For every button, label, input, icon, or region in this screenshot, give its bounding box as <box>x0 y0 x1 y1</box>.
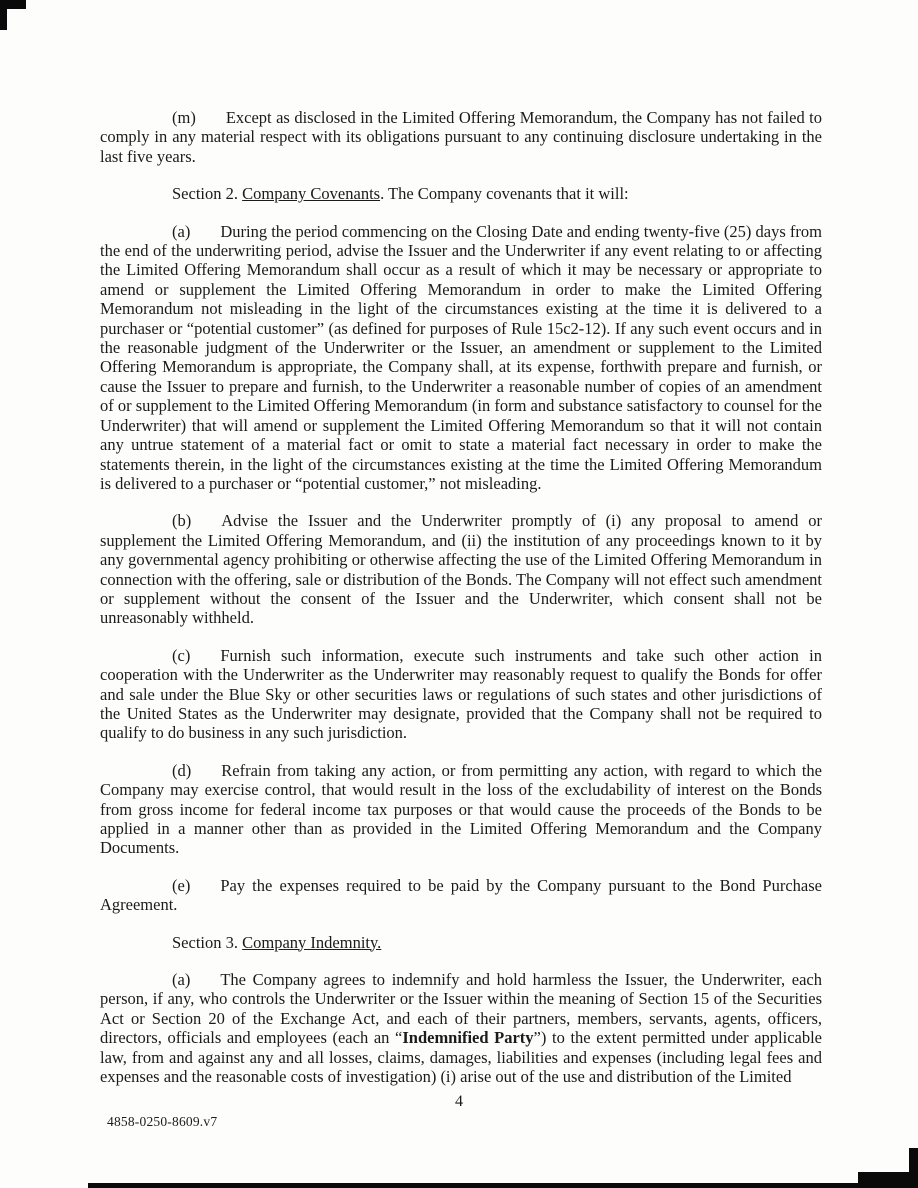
text-run: Section 3. <box>172 932 243 952</box>
text-run: ”) to the extent permitted under applicable law, from and against any and all losses, claims, damages, liabilities and expenses (including legal fees and expenses and the reasonable costs of investigation) (i) arise out of the use and distribution of the Limited <box>100 1028 822 1087</box>
text-run: Pay the expenses required to be paid by the Company pursuant to the Bond Purchase Agreement. <box>100 875 822 915</box>
paragraph-label: (e) <box>172 875 191 895</box>
document-body <box>100 108 822 1104</box>
text-run: During the period commencing on the Closing Date and ending twenty-five (25) days from the end of the underwriting period, advise the Issuer and the Underwriter if any event relating to or affecting the Limited Offering Memorandum shall occur as a result of which it may be necessary or appropriate to amend or supplement the Limited Offering Memorandum in order to make the Limited Offering Memorandum not misleading in the light of the circumstances existing at the time it is delivered to a purchaser or “potential customer” (as defined for purposes of Rule 15c2-12). If any such event occurs and in the reasonable judgment of the Underwriter or the Issuer, an amendment or supplement to the Limited Offering Memorandum is appropriate, the Company shall, at its expense, forthwith prepare and furnish, or cause the Issuer to prepare and furnish, to the Underwriter a reasonable number of copies of an amendment of or supplement to the Limited Offering Memorandum (in form and substance satisfactory to counsel for the Underwriter) that will amend or supplement the Limited Offering Memorandum so that it will not contain any untrue statement of a material fact or omit to state a material fact necessary in order to make the statements therein, in the light of the circumstances existing at the time the Limited Offering Memorandum is delivered to a purchaser or “potential customer,” not misleading. <box>100 221 822 493</box>
paragraph-label: (d) <box>172 760 192 780</box>
text-run: Furnish such information, execute such instruments and take such other action in cooperation with the Underwriter as the Underwriter may reasonably request to qualify the Bonds for offer and sale under the Blue Sky or other securities laws or regulations of such states and other jurisdictions of the United States as the Underwriter may designate, provided that the Company shall not be required to qualify to do business in any such jurisdiction. <box>100 645 822 743</box>
scan-artifact <box>0 0 7 30</box>
text-run: The Company agrees to indemnify and hold harmless the Issuer, the Underwriter, each person, if any, who controls the Underwriter or the Issuer within the meaning of Section 15 of the Securities Act or Section 20 of the Exchange Act, and each of their partners, members, servants, agents, officers, directors, officials and employees (each an “ <box>100 970 822 1048</box>
paragraph-2c <box>100 646 822 743</box>
scan-artifact <box>88 1183 918 1188</box>
paragraph-2e <box>100 876 822 915</box>
scan-artifact <box>909 1148 918 1188</box>
text-run: Indemnified Party <box>402 1028 534 1048</box>
text-run: Company Indemnity. <box>242 932 382 952</box>
document-control-number: 4858-0250-8609.v7 <box>107 1114 218 1129</box>
text-run: Company Covenants <box>242 184 381 204</box>
page-number: 4 <box>455 1093 463 1110</box>
text-run: . The Company covenants that it will: <box>380 184 629 204</box>
paragraph-label: (a) <box>172 221 191 241</box>
paragraph-2b <box>100 511 822 627</box>
text-run: Advise the Issuer and the Underwriter promptly of (i) any proposal to amend or supplement the Limited Offering Memorandum, and (ii) the institution of any proceedings known to it by any governmental agency prohibiting or otherwise affecting the use of the Limited Offering Memorandum in connection with the offering, sale or distribution of the Bonds. The Company will not effect such amendment or supplement without the consent of the Issuer and the Underwriter, which consent shall not be unreasonably withheld. <box>100 511 822 628</box>
text-run: Refrain from taking any action, or from permitting any action, with regard to which the Company may exercise control, that would result in the loss of the excludability of interest on the Bonds from gross income for federal income tax purposes or that would cause the proceeds of the Bonds to be applied in a manner other than as provided in the Limited Offering Memorandum and the Company Documents. <box>100 760 822 858</box>
paragraph-3a <box>100 970 822 1086</box>
paragraph-2a <box>100 222 822 494</box>
paragraph-m <box>100 108 822 166</box>
paragraph-label: (c) <box>172 645 191 665</box>
section-3-heading <box>100 933 822 952</box>
section-2-heading <box>100 184 822 203</box>
text-run: Section 2. <box>172 184 243 204</box>
text-run: Except as disclosed in the Limited Offering Memorandum, the Company has not failed to comply in any material respect with its obligations pursuant to any continuing disclosure undertaking in the last five years. <box>100 108 822 166</box>
paragraph-2d <box>100 761 822 858</box>
paragraph-label: (a) <box>172 970 191 990</box>
paragraph-label: (m) <box>172 108 196 127</box>
paragraph-label: (b) <box>172 511 192 531</box>
